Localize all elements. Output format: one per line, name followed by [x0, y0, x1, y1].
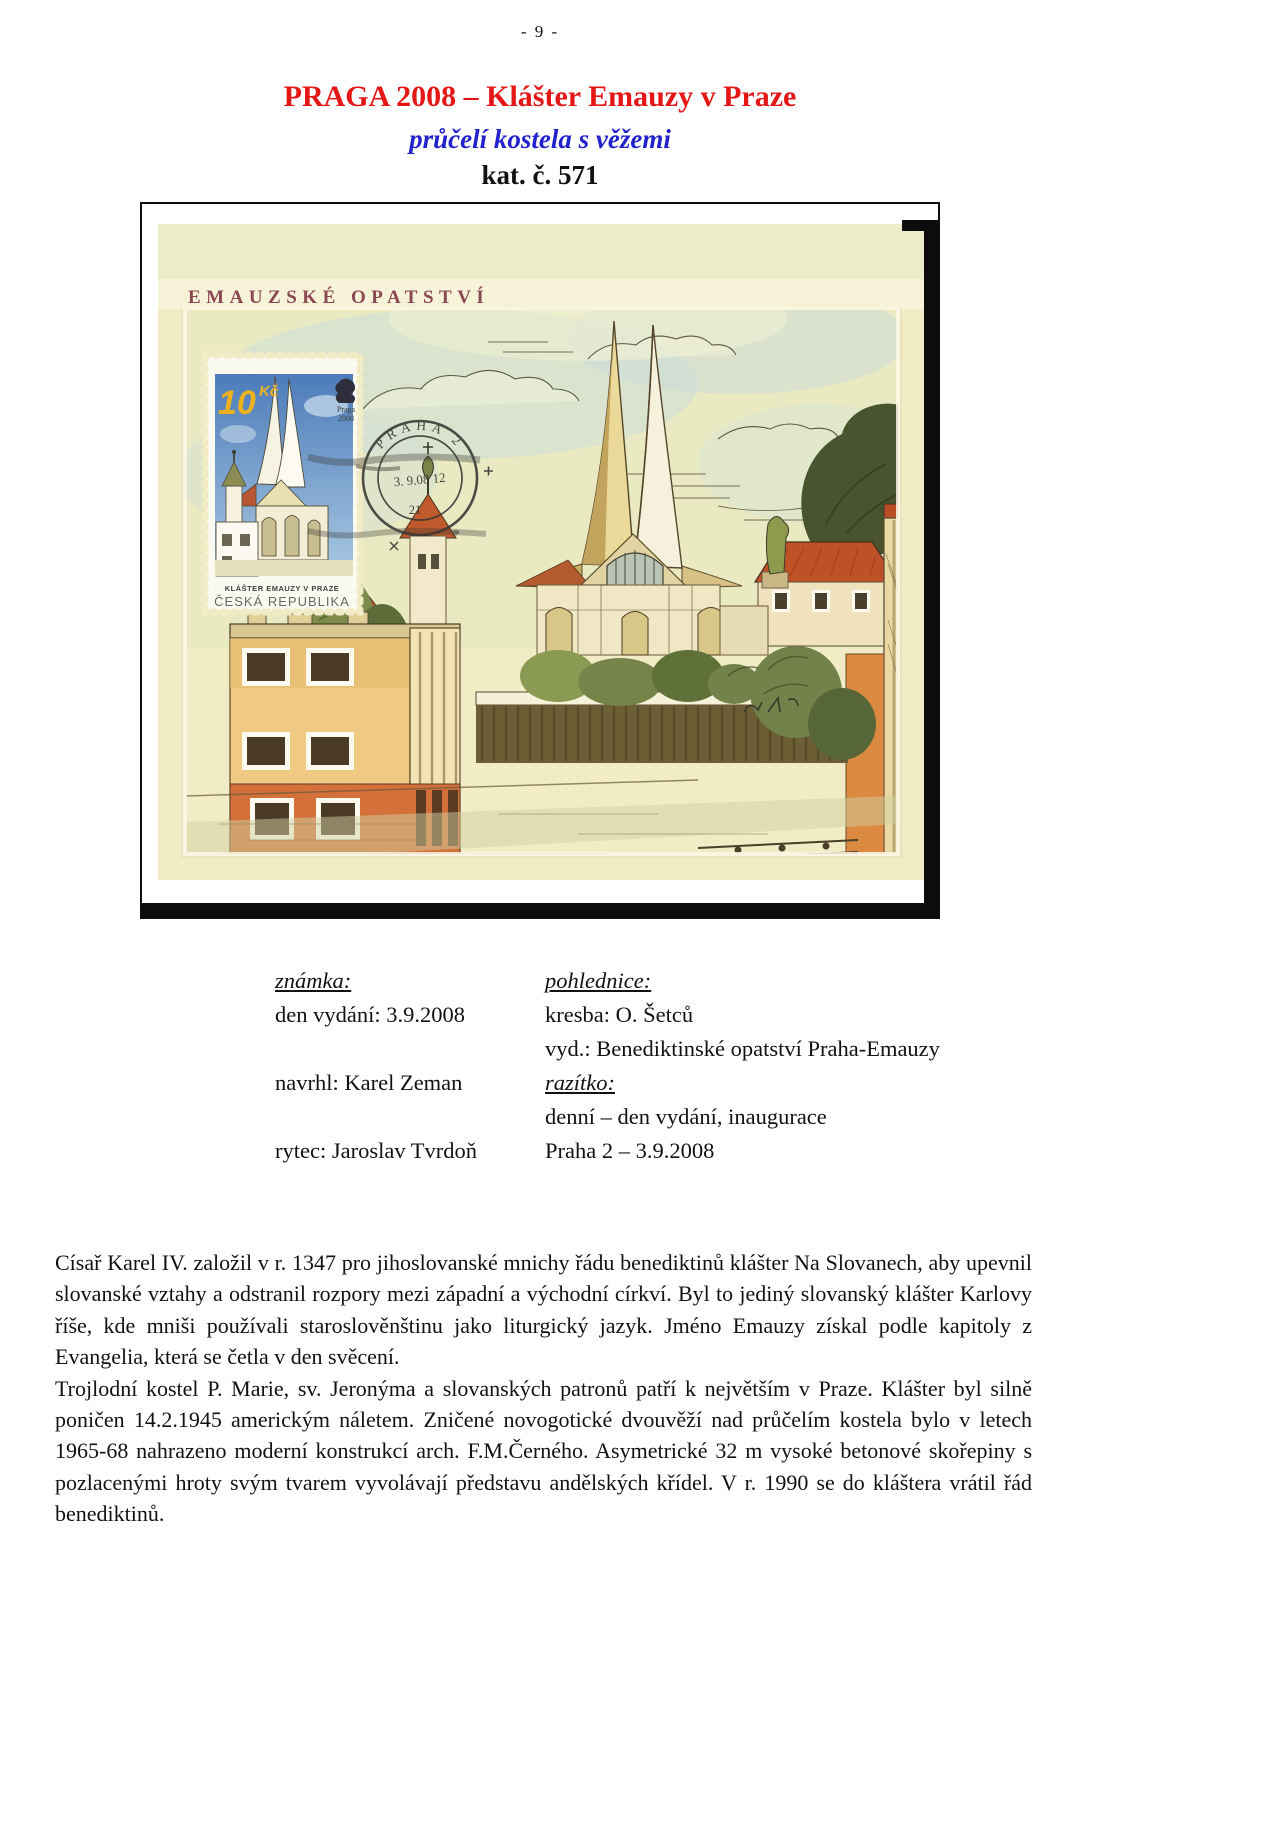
- maxicard-photo: [140, 202, 940, 919]
- stamp-section-label: známka:: [275, 968, 352, 993]
- history-paragraph-2: Trojlodní kostel P. Marie, sv. Jeronýma a slovanských patronů patří k největším v Praze. Klášter byl silně poničen 14.2.1945 americkým náletem. Zničené novogotické dvouvěží nad průčelím kostela bylo v letech 1965-68 nahrazeno moderní konstrukcí arch. F.M.Černého. Asymetrické 32 m vysoké betonové skořepiny s pozlacenými hroty svým tvarem vyvolávají představu andělských křídel. V r. 1990 se do kláštera vrátil řád benediktinů.: [55, 1375, 1032, 1527]
- emblem-text-2: 2008: [338, 414, 354, 423]
- stamp-denomination: 10: [218, 384, 256, 422]
- page-subtitle: průčelí kostela s věžemi: [409, 124, 671, 154]
- postmark-section-label: razítko:: [545, 1070, 615, 1095]
- postmark-city: PRAHA 2: [372, 417, 468, 452]
- postcard-section-label: pohlednice:: [545, 968, 652, 993]
- stamp: [205, 355, 360, 612]
- page-title: PRAGA 2008 – Klášter Emauzy v Praze: [283, 80, 797, 113]
- details-row: [0, 1032, 1080, 1066]
- card-caption: EMAUZSKÉ OPATSTVÍ: [188, 287, 490, 308]
- details-table: [0, 964, 1080, 1168]
- scan-edge-right: [924, 220, 938, 903]
- drawing-author: kresba: O. Šetců: [545, 1002, 694, 1027]
- postmark-number: 21: [408, 503, 422, 517]
- page-number: - 9 -: [520, 22, 560, 41]
- body-text: [55, 1247, 1032, 1530]
- postmark-date: 3. 9.08 12: [393, 469, 447, 490]
- issue-date: den vydání: 3.9.2008: [275, 1002, 465, 1027]
- stamp-title: KLÁŠTER EMAUZY V PRAZE: [224, 584, 340, 593]
- scan-edge-notch: [902, 220, 938, 231]
- catalog-number: kat. č. 571: [481, 160, 599, 190]
- emblem-text-1: Praga: [336, 405, 356, 414]
- publisher: vyd.: Benediktinské opatství Praha-Emauzy: [545, 1036, 940, 1061]
- details-row: [0, 1066, 1080, 1100]
- history-paragraph-1: Císař Karel IV. založil v r. 1347 pro jihoslovanské mnichy řádu benediktinů klášter Na Slovanech, aby upevnil slovanské vztahy a odstranil rozpory mezi západní a východní církví. Byl to jediný slovanský klášter Karlovy říše, kde mniši používali staroslověnštinu jako liturgický jazyk. Jméno Emauzy získal podle kapitoly z Evangelia, která se četla v den svěcení.: [55, 1250, 1032, 1370]
- postmark-place-date: Praha 2 – 3.9.2008: [545, 1138, 715, 1163]
- stamp-country: ČESKÁ REPUBLIKA: [214, 594, 350, 609]
- postmark-type: denní – den vydání, inaugurace: [545, 1104, 827, 1129]
- postmark-star: *: [452, 527, 460, 544]
- details-row: [0, 964, 1080, 998]
- details-row: [0, 998, 1080, 1032]
- details-row: [0, 1134, 1080, 1168]
- stamp-currency: Kč: [259, 383, 279, 400]
- maxicard-image: [158, 224, 924, 880]
- details-row: [0, 1100, 1080, 1134]
- designer: navrhl: Karel Zeman: [275, 1070, 463, 1095]
- engraver: rytec: Jaroslav Tvrdoň: [275, 1138, 478, 1163]
- scan-edge-bottom: [142, 903, 938, 917]
